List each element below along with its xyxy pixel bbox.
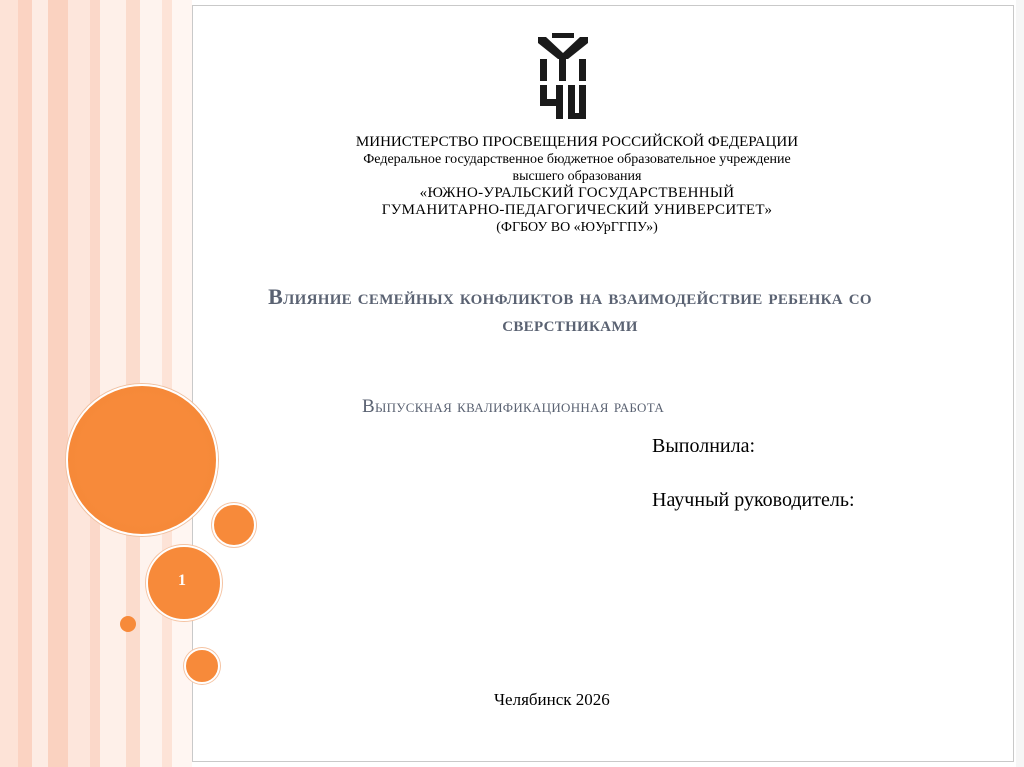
- institution-header: [300, 134, 854, 236]
- tiny-decorative-circle: [120, 616, 136, 632]
- small-decorative-circle: [212, 503, 256, 547]
- institution-type-line1: Федеральное государственное бюджетное образовательное учреждение: [363, 152, 791, 167]
- work-type: Выпускная квалификационная работа: [362, 396, 665, 417]
- university-name-line1: «ЮЖНО-УРАЛЬСКИЙ ГОСУДАРСТВЕННЫЙ: [419, 185, 735, 201]
- bottom-decorative-circle: [184, 648, 220, 684]
- performer-label: Выполнила:: [652, 435, 756, 457]
- university-logo-icon: [532, 33, 594, 123]
- supervisor-label: Научный руководитель:: [652, 489, 855, 511]
- right-edge: [1016, 0, 1024, 767]
- thesis-title-line2: сверстниками: [502, 311, 638, 336]
- city-year: Челябинск 2026: [494, 690, 610, 709]
- large-decorative-circle: [66, 384, 218, 536]
- university-abbreviation: (ФГБОУ ВО «ЮУрГГПУ»): [496, 220, 658, 235]
- university-name-line2: ГУМАНИТАРНО-ПЕДАГОГИЧЕСКИЙ УНИВЕРСИТЕТ»: [381, 202, 773, 218]
- institution-type-line2: высшего образования: [512, 169, 642, 184]
- ministry-name: МИНИСТЕРСТВО ПРОСВЕЩЕНИЯ РОССИЙСКОЙ ФЕДЕРАЦИИ: [355, 134, 799, 150]
- slide-number: 1: [178, 572, 186, 589]
- decorative-stripes: [0, 0, 200, 767]
- thesis-title: [160, 283, 980, 337]
- slide-frame: [192, 5, 1014, 762]
- thesis-title-line1: Влияние семейных конфликтов на взаимодействие ребенка со: [268, 284, 872, 309]
